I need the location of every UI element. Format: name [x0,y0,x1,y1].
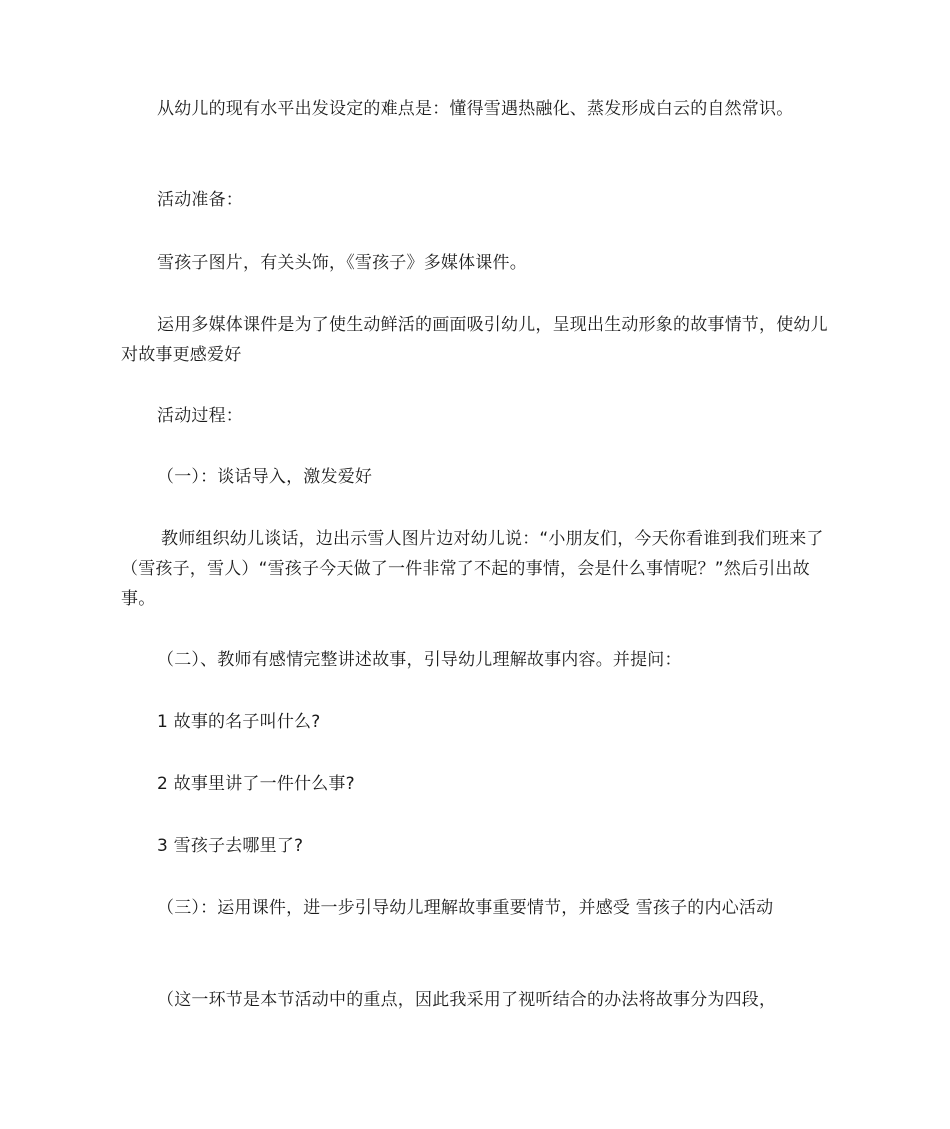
paragraph-step-one-detail: 教师组织幼儿谈话，边出示雪人图片边对幼儿说：“小朋友们，今天你看谁到我们班来了（雪孩子，雪人）“雪孩子今天做了一件非常了不起的事情，会是什么事情呢？”然后引出故事。 [121,529,824,609]
paragraph-materials: 雪孩子图片，有关头饰，《雪孩子》多媒体课件。 [157,253,527,273]
paragraph-question-3: 3 雪孩子去哪里了? [157,836,304,856]
paragraph-step-one: （一）：谈话导入，激发爱好 [157,467,373,487]
paragraph-difficulty: 从幼儿的现有水平出发设定的难点是：懂得雪遇热融化、蒸发形成白云的自然常识。 [157,99,794,119]
paragraph-question-1: 1 故事的名子叫什么? [157,712,321,732]
paragraph-question-2: 2 故事里讲了一件什么事? [157,774,355,794]
paragraph-step-three-note: （这一环节是本节活动中的重点，因此我采用了视听结合的办法将故事分为四段， [157,990,777,1010]
paragraph-process-heading: 活动过程： [157,406,243,426]
paragraph-step-two: （二）、教师有感情完整讲述故事，引导幼儿理解故事内容。并提问： [157,650,682,670]
paragraph-step-three: （三）：运用课件，进一步引导幼儿理解故事重要情节，并感受 雪孩子的内心活动 [157,898,774,918]
paragraph-preparation-heading: 活动准备： [157,190,243,210]
paragraph-multimedia: 运用多媒体课件是为了使生动鲜活的画面吸引幼儿，呈现出生动形象的故事情节，使幼儿对故事更感爱好 [121,315,828,365]
